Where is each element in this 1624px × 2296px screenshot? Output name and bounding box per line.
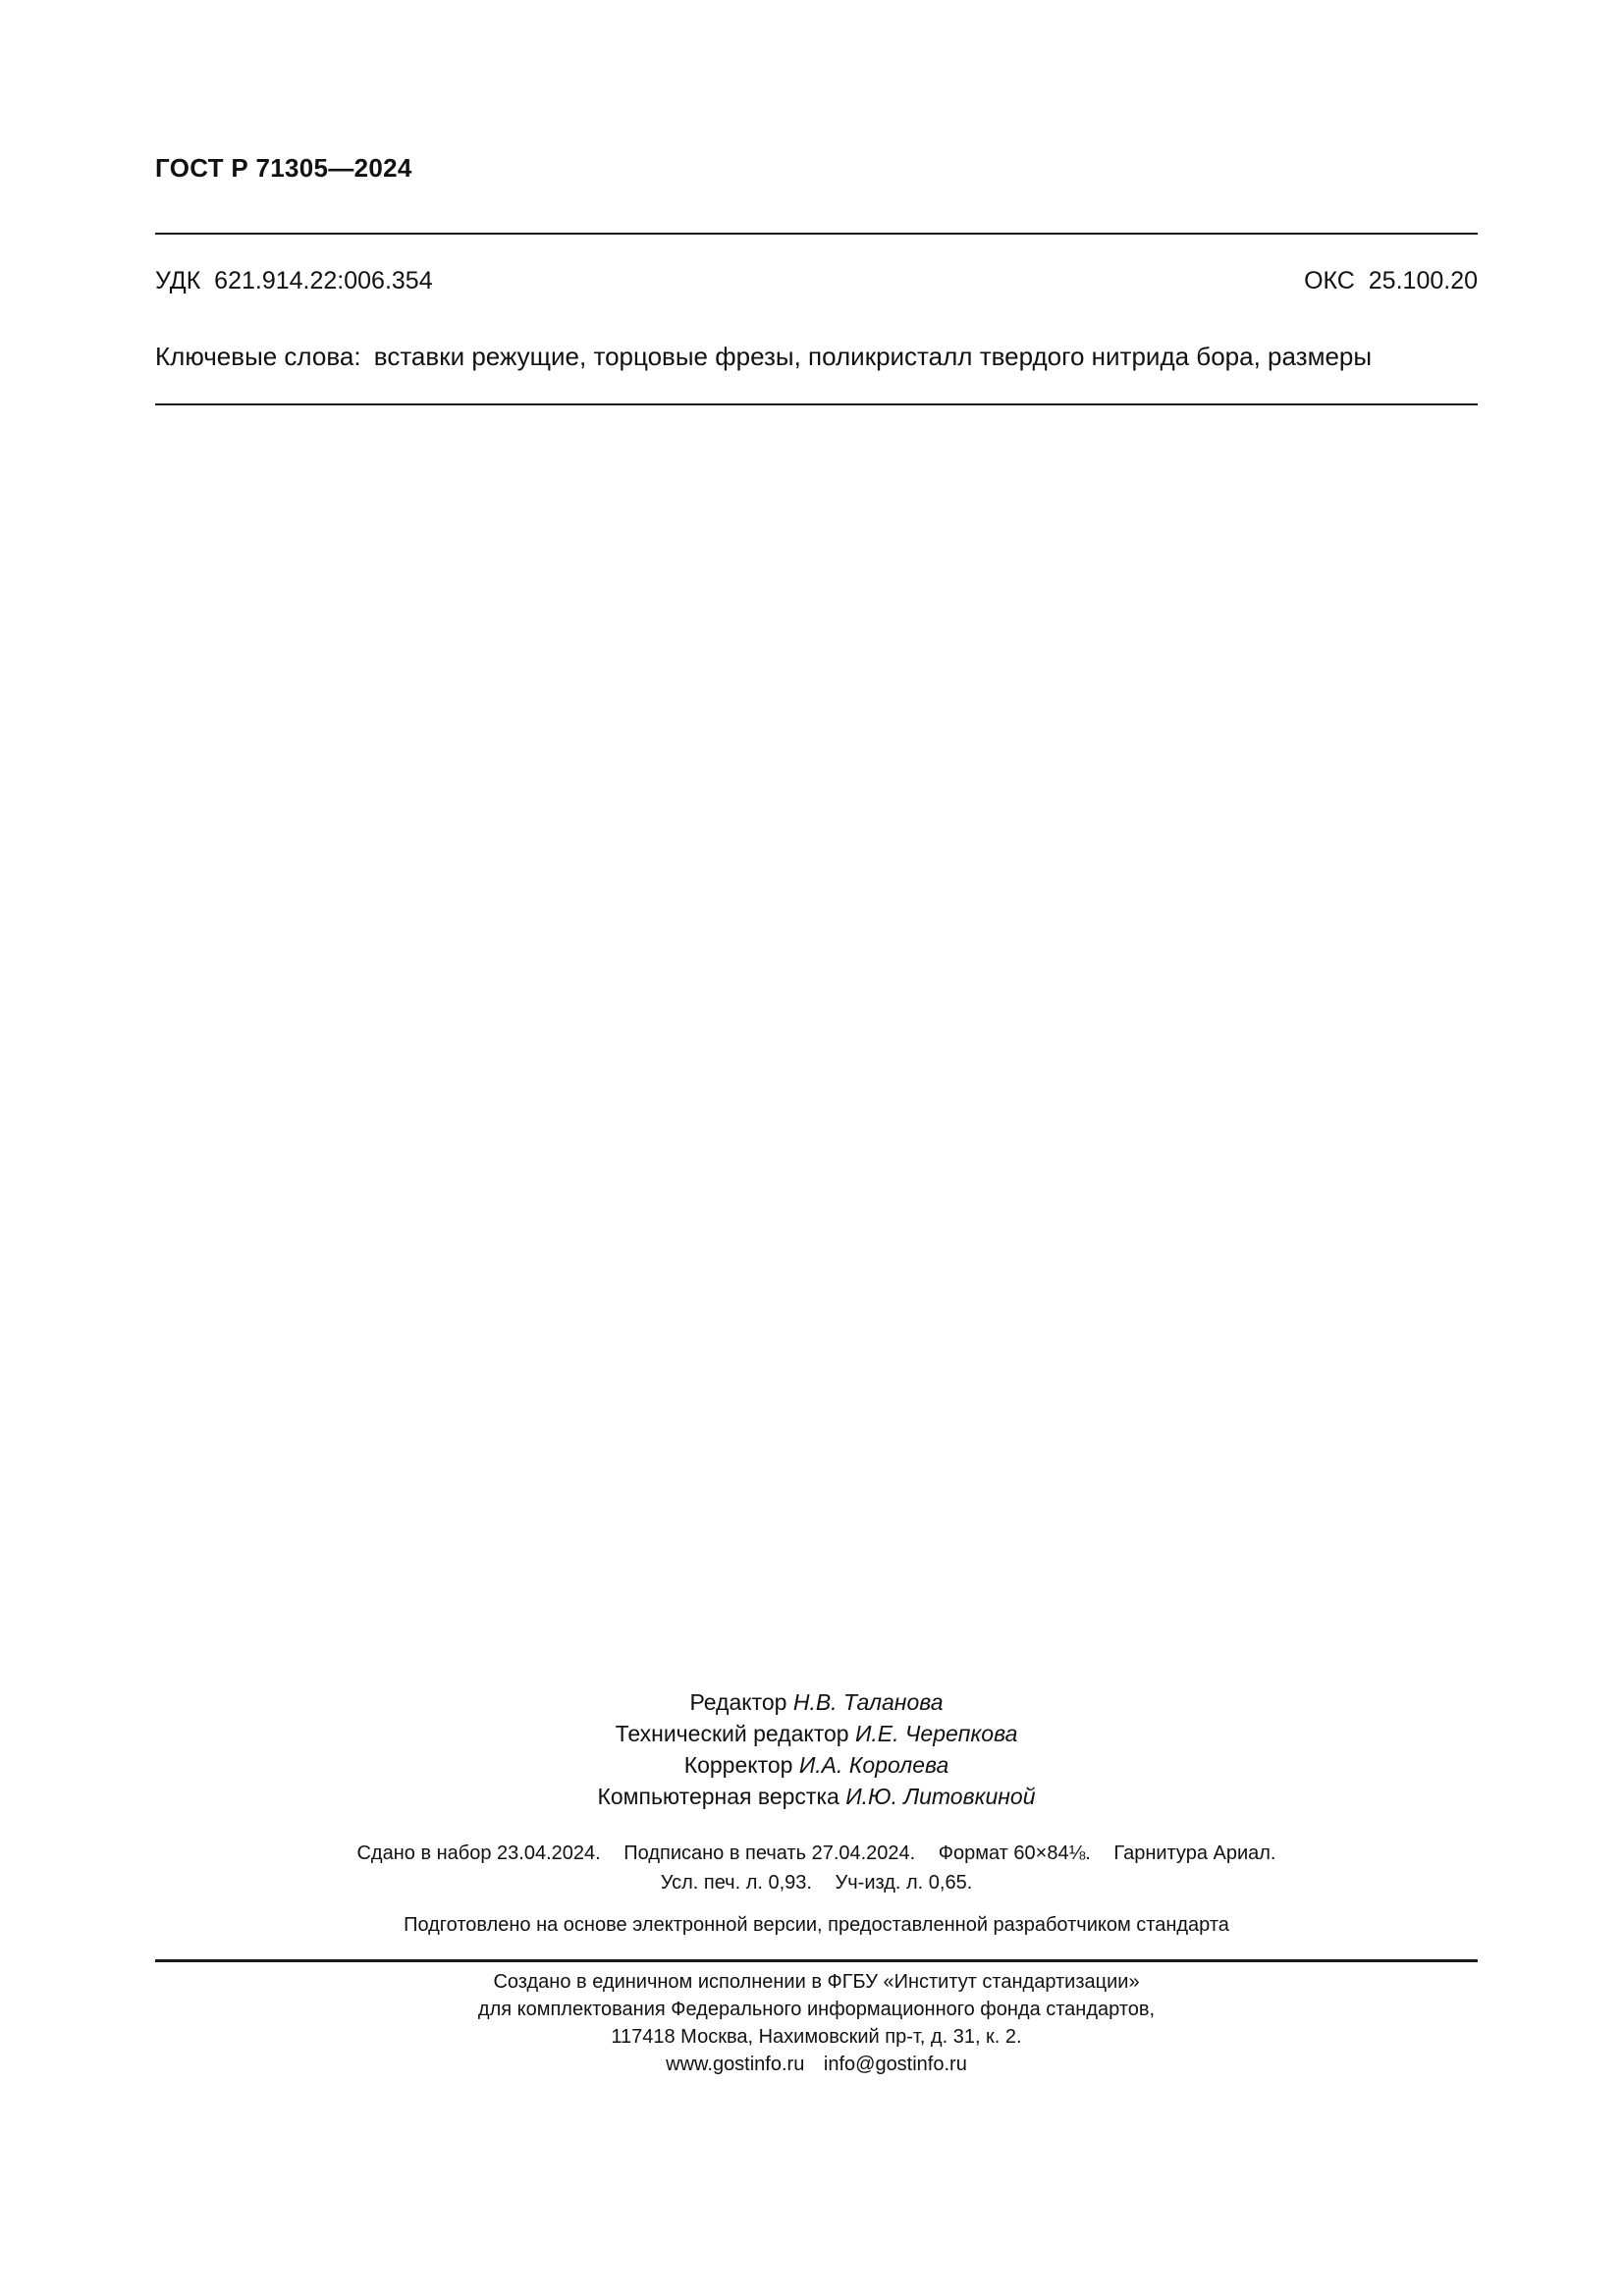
document-code: ГОСТ Р 71305—2024 — [155, 153, 412, 183]
keywords-value: вставки режущие, торцовые фрезы, поликристалл твердого нитрида бора, размеры — [373, 342, 1373, 371]
submitted-date: Сдано в набор 23.04.2024. — [356, 1842, 601, 1864]
top-divider — [155, 233, 1478, 235]
keywords-line — [155, 342, 1478, 372]
publisher-sheets: Уч-изд. л. 0,65. — [835, 1872, 973, 1894]
udk-value: 621.914.22:006.354 — [214, 267, 433, 294]
classification-row — [155, 267, 1478, 295]
keywords-label: Ключевые слова: — [155, 342, 361, 371]
udk-label: УДК — [155, 267, 201, 294]
created-line-2: для комплектования Федерального информационного фонда стандартов, — [477, 1999, 1156, 2020]
print-info — [155, 1839, 1478, 1897]
website-link[interactable]: www.gostinfo.ru — [666, 2054, 805, 2075]
staff-name: И.Е. Черепкова — [854, 1721, 1018, 1746]
signed-date: Подписано в печать 27.04.2024. — [623, 1842, 916, 1864]
staff-name: И.Ю. Литовкиной — [845, 1784, 1036, 1809]
staff-name: И.А. Королева — [798, 1752, 949, 1778]
bottom-divider — [155, 1959, 1478, 1962]
paper-format: Формат 60×84⅛. — [938, 1842, 1091, 1864]
print-info-line-2 — [155, 1868, 1478, 1897]
oks-label: ОКС — [1304, 267, 1355, 294]
created-line-1: Создано в единичном исполнении в ФГБУ «Институт стандартизации» — [493, 1971, 1140, 1993]
staff-editor — [155, 1686, 1478, 1718]
created-block — [155, 1968, 1478, 2078]
oks-value: 25.100.20 — [1368, 267, 1478, 294]
staff-name: Н.В. Таланова — [792, 1689, 944, 1715]
staff-role: Редактор — [689, 1689, 787, 1715]
staff-proofreader — [155, 1749, 1478, 1781]
staff-layout — [155, 1781, 1478, 1812]
staff-role: Компьютерная верстка — [597, 1784, 839, 1809]
udk-block — [155, 267, 433, 295]
contacts-line — [155, 2051, 1478, 2078]
print-sheets: Усл. печ. л. 0,93. — [660, 1872, 812, 1894]
email-link[interactable]: info@gostinfo.ru — [823, 2054, 967, 2075]
prepared-note: Подготовлено на основе электронной версии, предоставленной разработчиком стандарта — [404, 1914, 1229, 1936]
typeface: Гарнитура Ариал. — [1113, 1842, 1276, 1864]
staff-role: Корректор — [683, 1752, 793, 1778]
keywords-divider — [155, 403, 1478, 405]
oks-block — [1304, 267, 1478, 295]
staff-credits — [155, 1686, 1478, 1812]
staff-tech-editor — [155, 1718, 1478, 1749]
print-info-line-1 — [155, 1839, 1478, 1868]
created-line-3: 117418 Москва, Нахимовский пр-т, д. 31, к. 2. — [611, 2026, 1022, 2048]
staff-role: Технический редактор — [615, 1721, 849, 1746]
